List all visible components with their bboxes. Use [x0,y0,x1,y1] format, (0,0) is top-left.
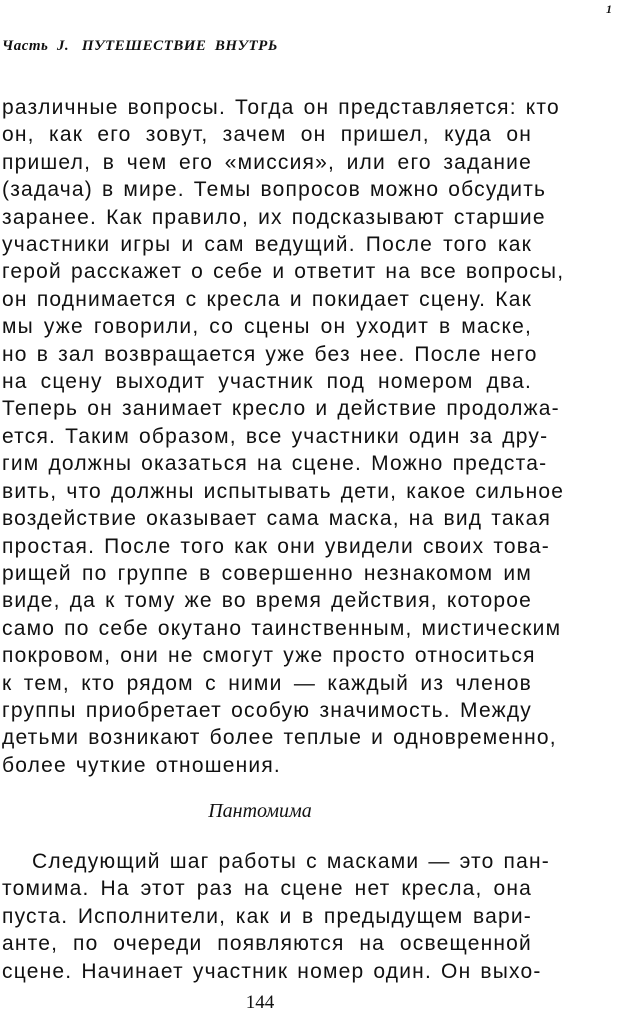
page-number: 144 [245,992,275,1013]
text-line: участники игры и сам ведущий. После того как [2,233,532,257]
text-line: воздействие оказывает сама маска, на вид такая [2,507,552,531]
text-line: вить, что должны испытывать дети, какое сильное [2,479,565,503]
text-line: но в зал возвращается уже без нее. После него [2,342,538,366]
paragraph-pantomime [2,848,550,985]
text-line: сцене. Начинает участник номер один. Он выхо- [2,959,542,983]
text-line: (задача) в мире. Темы вопросов можно обсудить [2,178,547,202]
text-line: простая. После того как они увидели своих това- [2,534,550,558]
text-line: само по себе окутано таинственным, мистическим [2,616,562,640]
text-line: он, как его зовут, зачем он пришел, куда он [2,123,532,147]
text-line: виде, да к тому же во время действия, которое [2,589,532,613]
section-heading: Пантомима [208,800,312,822]
running-head: Часть J. ПУТЕШЕСТВИЕ ВНУТРЬ [2,38,278,54]
text-line: герой расскажет о себе и ответит на все вопросы, [2,260,565,284]
text-line: анте, по очереди появляются на освещенной [2,932,532,956]
text-line: томима. На этот раз на сцене нет кресла, она [2,877,532,901]
text-line: ется. Таким образом, все участники один за дру- [2,424,549,448]
text-line: пуста. Исполнители, как и в предыдущем вари- [2,904,532,928]
text-line: он поднимается с кресла и покидает сцену. Как [2,287,532,311]
text-line: Следующий шаг работы с масками — это пан- [32,850,550,873]
text-line: заранее. Как правило, их подсказывают старшие [2,205,546,229]
text-line: мы уже говорили, со сцены он уходит в маске, [2,315,532,339]
text-line: детьми возникают более теплые и одновременно, [2,726,557,750]
text-line: на сцену выходит участник под номером два. [2,370,532,394]
text-line: покровом, они не смогут уже просто относиться [2,644,536,668]
text-line: более чуткие отношения. [2,753,281,777]
text-line: группы приобретает особую значимость. Между [2,698,532,722]
paragraph-main [2,94,565,779]
text-line: пришел, в чем его «миссия», или его задание [2,150,532,174]
text-line: различные вопросы. Тогда он представляется: кто [2,96,560,119]
text-line: Теперь он занимает кресло и действие продолжа- [2,397,560,421]
corner-mark: 1 [606,2,612,16]
text-line: рищей по группе в совершенно незнакомом им [2,561,532,585]
text-line: гим должны оказаться на сцене. Можно предста- [2,452,548,476]
text-line: к тем, кто рядом с ними — каждый из членов [2,671,532,695]
